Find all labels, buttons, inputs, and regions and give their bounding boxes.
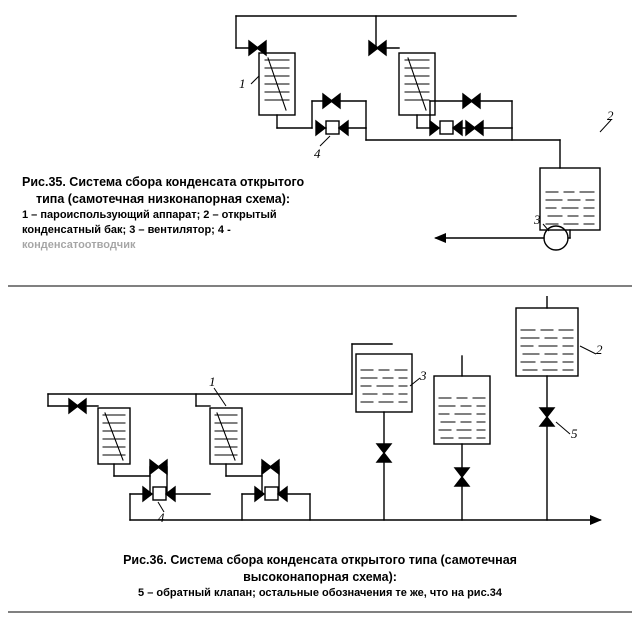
valve-36-1-inlet — [69, 399, 86, 413]
figure-35-caption-line3: 1 – пароиспользующий аппарат; 2 – открытый — [22, 209, 277, 221]
figure-36-diagram — [0, 296, 640, 552]
leader-36-2 — [580, 346, 596, 354]
open-tank-mid-liquid — [439, 398, 485, 438]
steam-trap-36-4 — [143, 487, 175, 501]
heat-exchanger-36-2-diag — [217, 413, 235, 460]
valve-tank-mid-outlet — [455, 468, 469, 486]
check-valve-5 — [540, 408, 554, 426]
figure-35-caption-line4: конденсатный бак; 3 – вентилятор; 4 - — [22, 224, 231, 236]
valve-36-2-upper — [262, 460, 279, 474]
steam-trap-36-2 — [255, 487, 287, 501]
flow-arrow-icon-36 — [590, 515, 602, 525]
label-36-3: 3 — [420, 368, 427, 383]
label-35-4: 4 — [314, 146, 321, 161]
label-35-2: 2 — [607, 108, 614, 123]
figure-36-caption-line1: Рис.36. Система сбора конденсата открытого типа (самотечная — [123, 553, 517, 567]
open-tank-3-body — [356, 354, 412, 412]
valve-36-1-upper — [150, 460, 167, 474]
label-36-2: 2 — [596, 342, 603, 357]
figure-35-caption-line5: конденсатоотводчик — [22, 239, 136, 251]
valve-tank3-outlet — [377, 444, 391, 462]
label-35-3: 3 — [534, 212, 541, 227]
figure-35-caption-line2: типа (самотечная низконапорная схема): — [36, 192, 291, 206]
label-36-4: 4 — [158, 510, 165, 525]
figure-36-caption-line2: высоконапорная схема): — [243, 570, 397, 584]
figure-36-caption — [40, 552, 600, 601]
label-36-5: 5 — [571, 426, 578, 441]
open-tank-2-body-36 — [516, 308, 578, 376]
label-35-1: 1 — [239, 76, 246, 91]
leader-36-5 — [556, 422, 570, 434]
heat-exchanger-36-1-diag — [105, 413, 123, 460]
figure-35-caption-line1: Рис.35. Система сбора конденсата открытого — [22, 175, 305, 189]
figure-36-caption-line3: 5 – обратный клапан; остальные обозначения те же, что на рис.34 — [138, 587, 502, 599]
label-36-1: 1 — [209, 374, 216, 389]
open-tank-3-liquid — [361, 370, 407, 402]
leader-36-1 — [214, 388, 226, 406]
open-tank-mid-body — [434, 376, 490, 444]
open-tank-2-liquid-36 — [521, 330, 573, 370]
